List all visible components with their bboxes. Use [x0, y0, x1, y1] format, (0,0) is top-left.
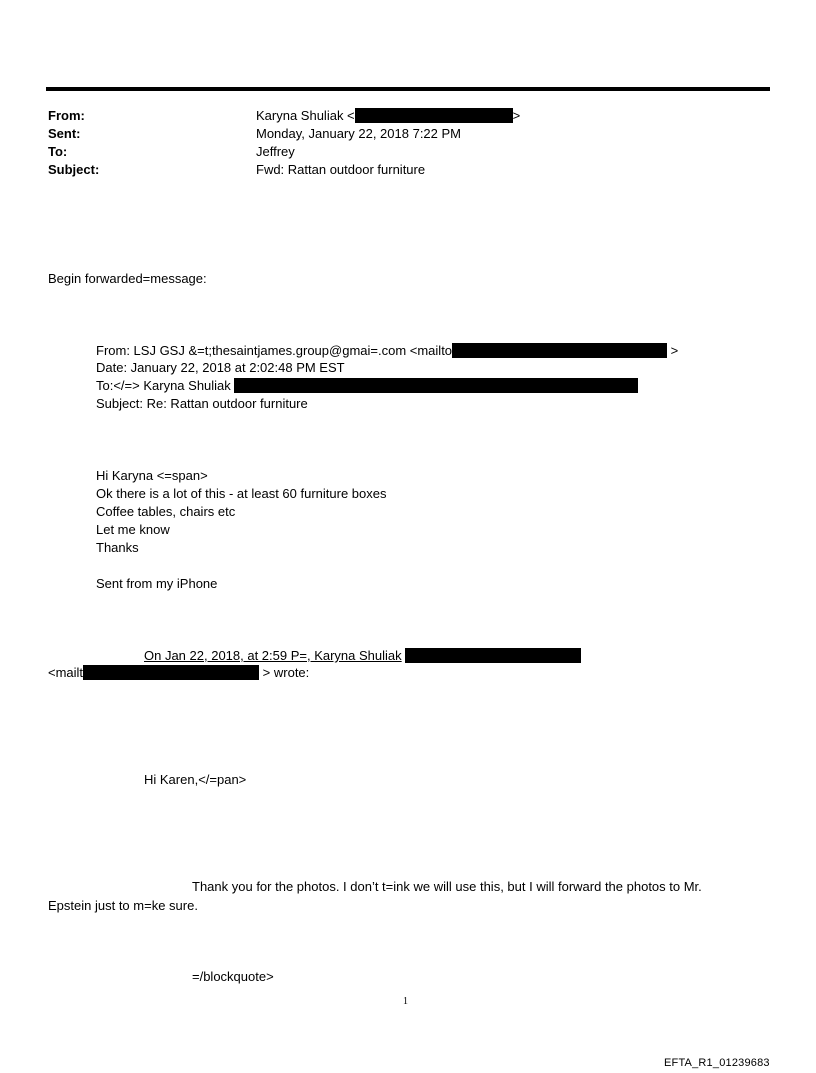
on-date-line: [144, 647, 581, 665]
sent-label: Sent:: [48, 126, 81, 141]
blockquote-close: =/blockquote>: [192, 969, 274, 984]
document-id: EFTA_R1_01239683: [664, 1057, 770, 1069]
fwd-subject: Subject: Re: Rattan outdoor furniture: [96, 396, 308, 411]
msg-line-5: Thanks: [96, 540, 139, 555]
wrote-text: > wrote:: [262, 665, 310, 680]
header-rule: [46, 87, 770, 91]
redaction: [405, 648, 581, 663]
subject-label: Subject:: [48, 162, 100, 177]
msg-line-1: Hi Karyna <=span>: [96, 468, 208, 483]
sent-from: Sent from my iPhone: [96, 576, 218, 591]
fwd-to-text: To:</=> Karyna Shuliak: [96, 378, 231, 393]
redaction: [234, 378, 638, 393]
thanks-line-1: Thank you for the photos. I don’t t=ink we will use this, but I will forward the photos to Mr.: [192, 879, 702, 894]
begin-forwarded: Begin forwarded=message:: [48, 271, 207, 286]
fwd-from-close: >: [670, 343, 679, 358]
mailto-prefix: <mailt: [48, 665, 84, 680]
fwd-to-line: [96, 377, 638, 395]
from-label: From:: [48, 108, 85, 123]
fwd-from-line: [96, 342, 678, 360]
msg-line-2: Ok there is a lot of this - at least 60 furniture boxes: [96, 486, 387, 501]
fwd-date: Date: January 22, 2018 at 2:02:48 PM EST: [96, 360, 345, 375]
from-name: Karyna Shuliak <: [256, 108, 355, 123]
sent-value: Monday, January 22, 2018 7:22 PM: [256, 126, 461, 141]
msg-line-3: Coffee tables, chairs etc: [96, 504, 236, 519]
hi-karen: Hi Karen,</=pan>: [144, 772, 247, 787]
from-value: [256, 107, 520, 125]
redaction: [452, 343, 667, 358]
redaction: [355, 108, 513, 123]
redaction: [83, 665, 259, 680]
thanks-line-2: Epstein just to m=ke sure.: [48, 898, 198, 913]
subject-value: Fwd: Rattan outdoor furniture: [256, 162, 426, 177]
from-close: >: [512, 108, 521, 123]
to-label: To:: [48, 144, 68, 159]
mailto-line: [48, 664, 309, 682]
page-number: 1: [403, 996, 408, 1007]
msg-line-4: Let me know: [96, 522, 170, 537]
on-date-text: On Jan 22, 2018, at 2:59 P=, Karyna Shuliak: [144, 648, 402, 663]
fwd-from-text: From: LSJ GSJ &=t;thesaintjames.group@gmai=.com <mailto: [96, 343, 453, 358]
to-value: Jeffrey: [256, 144, 295, 159]
